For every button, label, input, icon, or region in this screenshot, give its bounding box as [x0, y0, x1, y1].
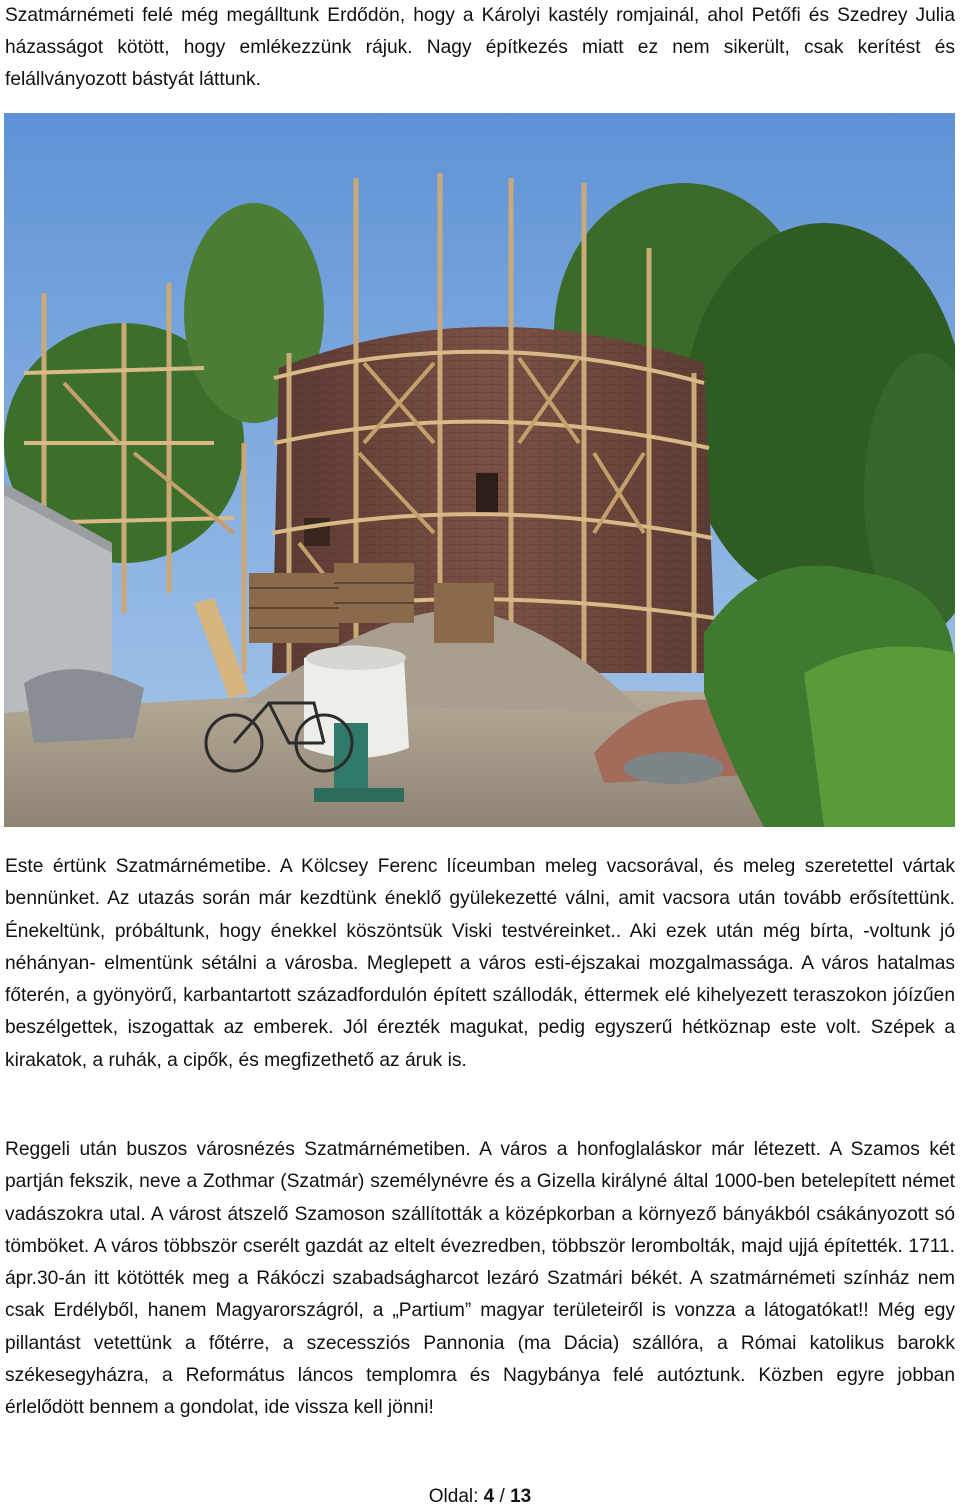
paragraph-morning-city-tour: Reggeli után buszos városnézés Szatmárnémetiben. A város a honfoglaláskor már létezett. A Szamos két partján fekszik, neve a Zothmar (Szatmár) személynévre és a Gizella királyné által 1000-ben betelepített német vadászokra utal. A várost átszelő Szamoson szállították a középkorban a környező bányákból csákányozott só tömböket. A város többször cserélt gazdát az eltelt évezredben, többször lerombolták, majd ujjá építették. 1711. ápr.30-án itt kötötték meg a Rákóczi szabadságharcot lezáró Szatmári békét. A szatmárnémeti színház nem csak Erdélyből, hanem Magyarországról, a „Partium” magyar területeiről is vonzza a látogatókat!! Még egy pillantást vetettünk a főtérre, a szecessziós Pannonia (ma Dácia) szállóra, a Római katolikus barokk székesegyházra, a Református láncos templomra és Nagybánya felé autóztunk. Közben egyre jobban érlelődött bennem a gondolat, ide vissza kell jönni!	[5, 1139, 955, 1419]
paragraph-erdod-visit: Szatmárnémeti felé még megálltunk Erdődön, hogy a Károlyi kastély romjainál, ahol Petőfi és Szedrey Julia házasságot kötött, hogy emlékezzünk rájuk. Nagy építkezés miatt ez nem sikerült, csak kerítést és felállványozott bástyát láttunk.	[5, 5, 955, 90]
current-page-number: 4	[483, 1486, 495, 1507]
page-separator: /	[499, 1486, 505, 1507]
photo-scaffolded-bastion	[4, 113, 955, 827]
page-footer	[0, 1484, 960, 1510]
total-page-count: 13	[510, 1486, 532, 1507]
paragraph-evening-szatmarnemeti: Este értünk Szatmárnémetibe. A Kölcsey Ferenc líceumban meleg vacsorával, és meleg szeretettel vártak bennünket. Az utazás során már kezdtünk éneklő gyülekezetté válni, amit vacsora után tovább erősítettünk. Énekeltünk, próbáltunk, hogy énekkel köszöntsük Viski testvéreinket.. Aki ezek után még bírta, -voltunk jó néhányan- elmentünk sétálni a városba. Meglepett a város esti-éjszakai mozgalmassága. A város hatalmas főterén, a gyönyörű, karbantartott századfordulón épített szállodák, éttermek elé kihelyezett teraszokon jóízűen beszélgettek, iszogattak az emberek. Jól érezték magukat, pedig egyszerű hétköznap este volt. Szépek a kirakatok, a ruhák, a cipők, és megfizethető az áruk is.	[5, 856, 955, 1071]
page-label: Oldal:	[428, 1486, 479, 1507]
